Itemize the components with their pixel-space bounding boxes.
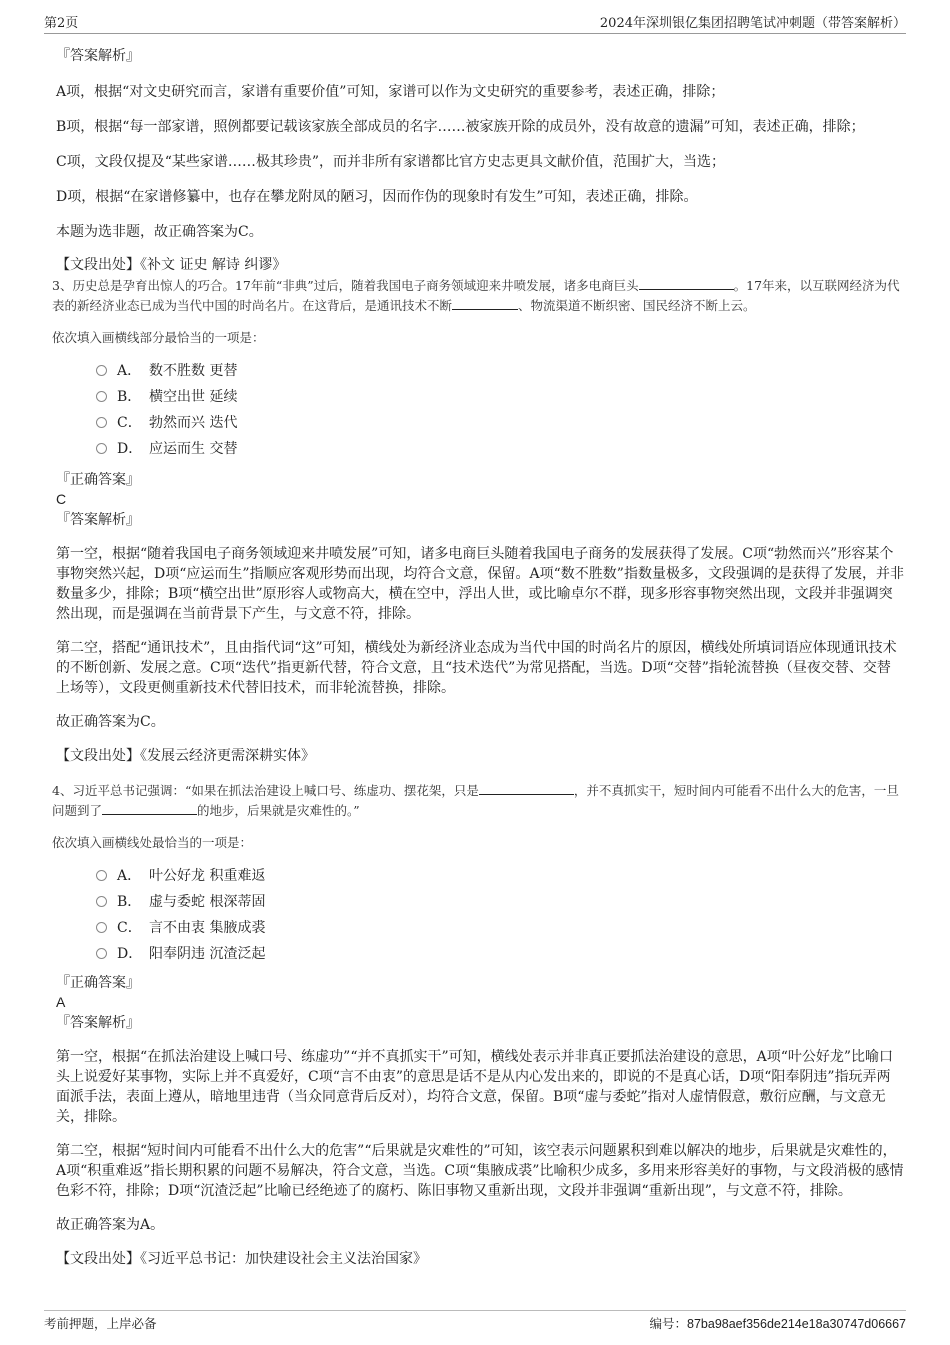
q4-source	[56, 1249, 904, 1269]
q2-conclusion: 本题为选非题，故正确答案为C。	[56, 224, 263, 240]
q4-option-b[interactable]: B． 虚与委蛇 根深蒂固	[96, 889, 904, 915]
q2-analysis-d: D项，根据“在家谱修纂中，也存在攀龙附凤的陋习，因而作伪的现象时有发生”可知，表述正确，排除。	[56, 189, 698, 205]
header-divider	[44, 33, 906, 34]
radio-icon[interactable]	[96, 443, 107, 454]
q3-source-label: 【文段出处】	[56, 748, 140, 764]
footer-divider	[44, 1310, 906, 1311]
q4-analysis-1: 第一空，根据“在抓法治建设上喊口号、练虚功”“并不真抓实干”可知，横线处表示并非真正要抓法治建设的意思，A项“叶公好龙”比喻口头上说爱好某事物，实际上并不真爱好，C项“言不由衷”的意思是话不是从内心发出来的，即说的不是真心话，D项“阳奉阴违”指玩弄两面派手法，表面上遵从，暗地里违背（当众同意背后反对），均符合文意，保留。B项“虚与委蛇”指对人虚情假意，敷衍应酬，与文意无关，排除。	[56, 1049, 894, 1125]
q3-option-a[interactable]: A． 数不胜数 更替	[96, 358, 904, 384]
q3-prompt: 依次填入画横线部分最恰当的一项是：	[52, 330, 265, 345]
q3-correct-answer: C	[56, 491, 67, 507]
q3-conclusion: 故正确答案为C。	[56, 714, 165, 730]
radio-icon[interactable]	[96, 391, 107, 402]
radio-icon[interactable]	[96, 922, 107, 933]
q4-options	[56, 863, 904, 967]
q4-analysis-label: 『答案解析』	[56, 1015, 140, 1031]
footer-slogan: 考前押题，上岸必备	[44, 1316, 157, 1331]
q4-conclusion: 故正确答案为A。	[56, 1217, 165, 1233]
q3-stem-c: 、物流渠道不断织密、国民经济不断上云。	[518, 298, 756, 313]
q3-options	[56, 358, 904, 462]
q2-source-title: 《补文 证史 解诗 纠谬》	[140, 257, 287, 273]
q4-correct-answer: A	[56, 994, 66, 1010]
radio-icon[interactable]	[96, 870, 107, 881]
q3-option-c[interactable]: C． 勃然而兴 迭代	[96, 410, 904, 436]
q3-correct-label: 『正确答案』	[56, 472, 140, 488]
q2-source	[56, 255, 904, 275]
q4-blank-1	[479, 781, 574, 795]
radio-icon[interactable]	[96, 896, 107, 907]
footer-code-value: 87ba98aef356de214e18a30747d06667	[687, 1317, 906, 1331]
q4-source-title: 《习近平总书记：加快建设社会主义法治国家》	[140, 1251, 427, 1267]
q2-analysis-label: 『答案解析』	[56, 48, 140, 64]
document-title: 2024年深圳银亿集团招聘笔试冲刺题（带答案解析）	[599, 16, 906, 31]
q3-analysis-1: 第一空，根据“随着我国电子商务领域迎来井喷发展”可知，诸多电商巨头随着我国电子商务的发展获得了发展。C项“勃然而兴”形容某个事物突然兴起，D项“应运而生”指顺应客观形势而出现，均符合文意，保留。A项“数不胜数”指数量极多，文段强调的是获得了发展，并非数量多少，排除；B项“横空出世”原形容人或物高大，横在空中，浮出人世，或比喻卓尔不群，现多形容事物突然出现，文段并非强调突然出现，而是强调在当前背景下产生，与文意不符，排除。	[56, 546, 904, 622]
page-number: 第2页	[44, 16, 79, 31]
radio-icon[interactable]	[96, 417, 107, 428]
q2-source-label: 【文段出处】	[56, 257, 140, 273]
q4-stem-b: ，并不真抓实干，短时间内可能看不出什么大的危害，一旦问题到了	[52, 783, 899, 818]
q2-analysis-b: B项，根据“每一部家谱，照例都要记载该家族全部成员的名字……被家族开除的成员外，没有故意的遗漏”可知，表述正确，排除；	[56, 119, 865, 135]
q3-stem-b: 。17年来，以互联网经济为代表的新经济业态已成为当代中国的时尚名片。在这背后，是通讯技术不断	[52, 278, 900, 313]
document-body	[52, 40, 904, 1269]
q4-option-d[interactable]: D． 阳奉阴违 沉渣泛起	[96, 941, 904, 967]
q4-stem-a: 4、习近平总书记强调：“如果在抓法治建设上喊口号、练虚功、摆花架，只是	[52, 783, 479, 798]
q4-blank-2	[102, 801, 197, 815]
q3-source-title: 《发展云经济更需深耕实体》	[140, 748, 315, 764]
q4-option-a[interactable]: A． 叶公好龙 积重难返	[96, 863, 904, 889]
footer-code	[650, 1314, 907, 1332]
q2-analysis-c: C项，文段仅提及“某些家谱……极其珍贵”，而并非所有家谱都比官方史志更具文献价值，范围扩大，当选；	[56, 154, 726, 170]
q3-analysis-2: 第二空，搭配“通讯技术”，且由指代词“这”可知，横线处为新经济业态成为当代中国的时尚名片的原因，横线处所填词语应体现通讯技术的不断创新、发展之意。C项“迭代”指更新代替，符合文意，且“技术迭代”为常见搭配，当选。D项“交替”指轮流替换（昼夜交替、交替上场等），文段更侧重新技术代替旧技术，而非轮流替换，排除。	[56, 640, 897, 696]
q4-correct-label: 『正确答案』	[56, 975, 140, 991]
q3-blank-1	[639, 276, 734, 290]
q4-stem-c: 的地步，后果就是灾难性的。”	[197, 803, 360, 818]
q4-option-c[interactable]: C． 言不由衷 集腋成裘	[96, 915, 904, 941]
q4-stem	[52, 781, 904, 821]
q4-prompt: 依次填入画横线处最恰当的一项是：	[52, 835, 253, 850]
footer-code-label: 编号：	[649, 1316, 688, 1331]
q2-analysis-a: A项，根据“对文史研究而言，家谱有重要价值”可知，家谱可以作为文史研究的重要参考，表述正确，排除；	[56, 84, 725, 100]
q3-blank-2	[452, 296, 518, 310]
q3-source	[56, 746, 904, 766]
q4-analysis-2: 第二空，根据“短时间内可能看不出什么大的危害”“后果就是灾难性的”可知，该空表示问题累积到难以解决的地步，后果就是灾难性的，A项“积重难返”指长期积累的问题不易解决，符合文意，当选。C项“集腋成裘”比喻积少成多，多用来形容美好的事物，与文段消极的感情色彩不符，排除；D项“沉渣泛起”比喻已经绝迹了的腐朽、陈旧事物又重新出现，文段并非强调“重新出现”，与文意不符，排除。	[56, 1143, 904, 1199]
q3-stem-a: 3、历史总是孕育出惊人的巧合。17年前“非典”过后，随着我国电子商务领域迎来井喷发展，诸多电商巨头	[52, 278, 639, 293]
q3-stem	[52, 276, 904, 316]
q3-analysis-label: 『答案解析』	[56, 512, 140, 528]
radio-icon[interactable]	[96, 948, 107, 959]
q4-source-label: 【文段出处】	[56, 1251, 140, 1267]
q3-option-d[interactable]: D． 应运而生 交替	[96, 436, 904, 462]
q3-option-b[interactable]: B． 横空出世 延续	[96, 384, 904, 410]
radio-icon[interactable]	[96, 365, 107, 376]
page-header	[44, 12, 906, 32]
